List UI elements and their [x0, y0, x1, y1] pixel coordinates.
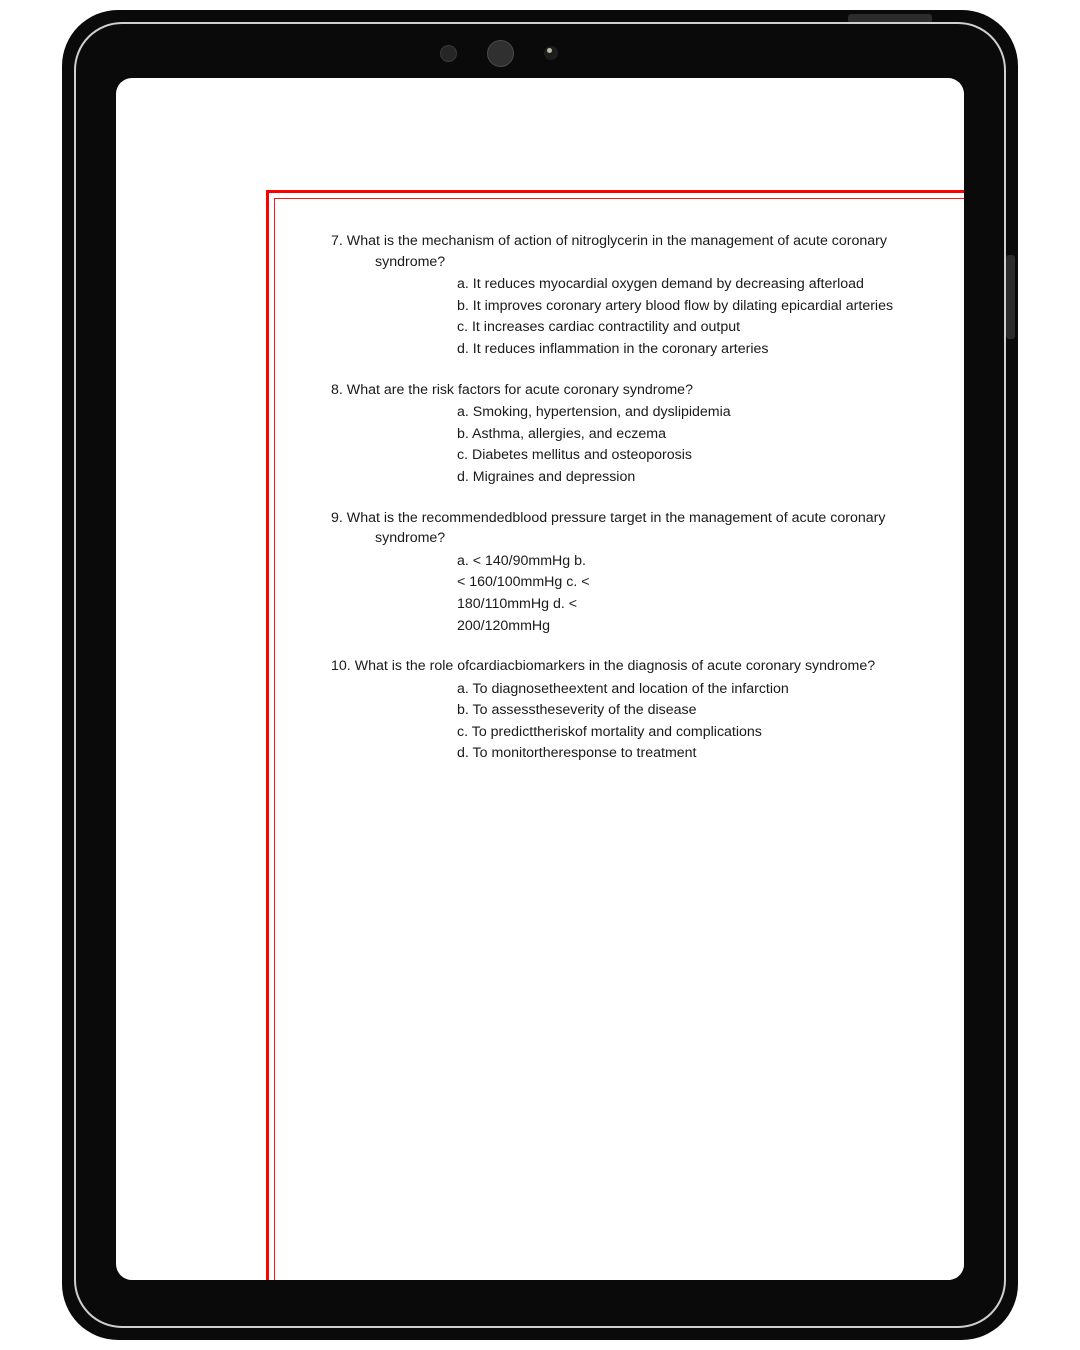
sensor-icon [544, 46, 558, 60]
option-group-wrapped [331, 551, 657, 636]
lens-small-icon [440, 45, 457, 62]
question-stem [331, 231, 964, 272]
option-item: b. It improves coronary artery blood flow by dilating epicardial arteries [457, 297, 894, 314]
question-text-continued: syndrome? [375, 530, 446, 547]
camera-module [440, 40, 558, 66]
question-block [331, 508, 964, 637]
question-number: 8. [331, 381, 343, 398]
option-item: c. To predicttheriskof mortality and complications [457, 723, 762, 740]
option-item: d. To monitortheresponse to treatment [457, 745, 697, 762]
question-text: What is the mechanism of action of nitroglycerin in the management of acute coronary [346, 233, 887, 249]
question-text: What is the recommendedblood pressure target in the management of acute coronary [346, 509, 886, 526]
option-item: d. Migraines and depression [457, 468, 636, 485]
question-stem [331, 380, 964, 401]
document-page [266, 190, 964, 1280]
document-content [275, 199, 964, 794]
question-number: 9. [331, 509, 343, 526]
lens-big-icon [487, 40, 514, 67]
tablet-screen[interactable] [116, 78, 964, 1280]
document-page-inner-border [274, 198, 964, 1280]
option-item: 180/110mmHg d. < [457, 595, 578, 612]
question-stem [331, 508, 964, 549]
option-item: d. It reduces inflammation in the coronary arteries [457, 340, 769, 357]
option-item: b. To assesstheseverity of the disease [457, 702, 697, 719]
question-text: What are the risk factors for acute coronary syndrome? [346, 381, 693, 398]
question-block [331, 231, 964, 360]
option-item: a. < 140/90mmHg b. [457, 552, 586, 569]
option-item: c. Diabetes mellitus and osteoporosis [457, 447, 693, 464]
option-item: a. It reduces myocardial oxygen demand by decreasing afterload [457, 276, 864, 293]
option-item: c. It increases cardiac contractility and output [457, 319, 741, 336]
option-item: a. Smoking, hypertension, and dyslipidemia [457, 404, 731, 421]
question-number: 7. [331, 233, 343, 249]
option-item: b. Asthma, allergies, and eczema [457, 425, 666, 442]
question-number: 10. [331, 658, 351, 675]
question-block [331, 656, 964, 764]
question-text-continued: syndrome? [375, 253, 446, 270]
option-item: 200/120mmHg [457, 617, 551, 634]
question-stem [331, 656, 964, 677]
volume-button[interactable] [1006, 255, 1015, 339]
question-block [331, 380, 964, 488]
question-text: What is the role ofcardiacbiomarkers in the diagnosis of acute coronary syndrome? [354, 658, 876, 675]
option-item: a. To diagnosetheextent and location of the infarction [457, 680, 789, 697]
option-item: < 160/100mmHg c. < [457, 574, 590, 591]
